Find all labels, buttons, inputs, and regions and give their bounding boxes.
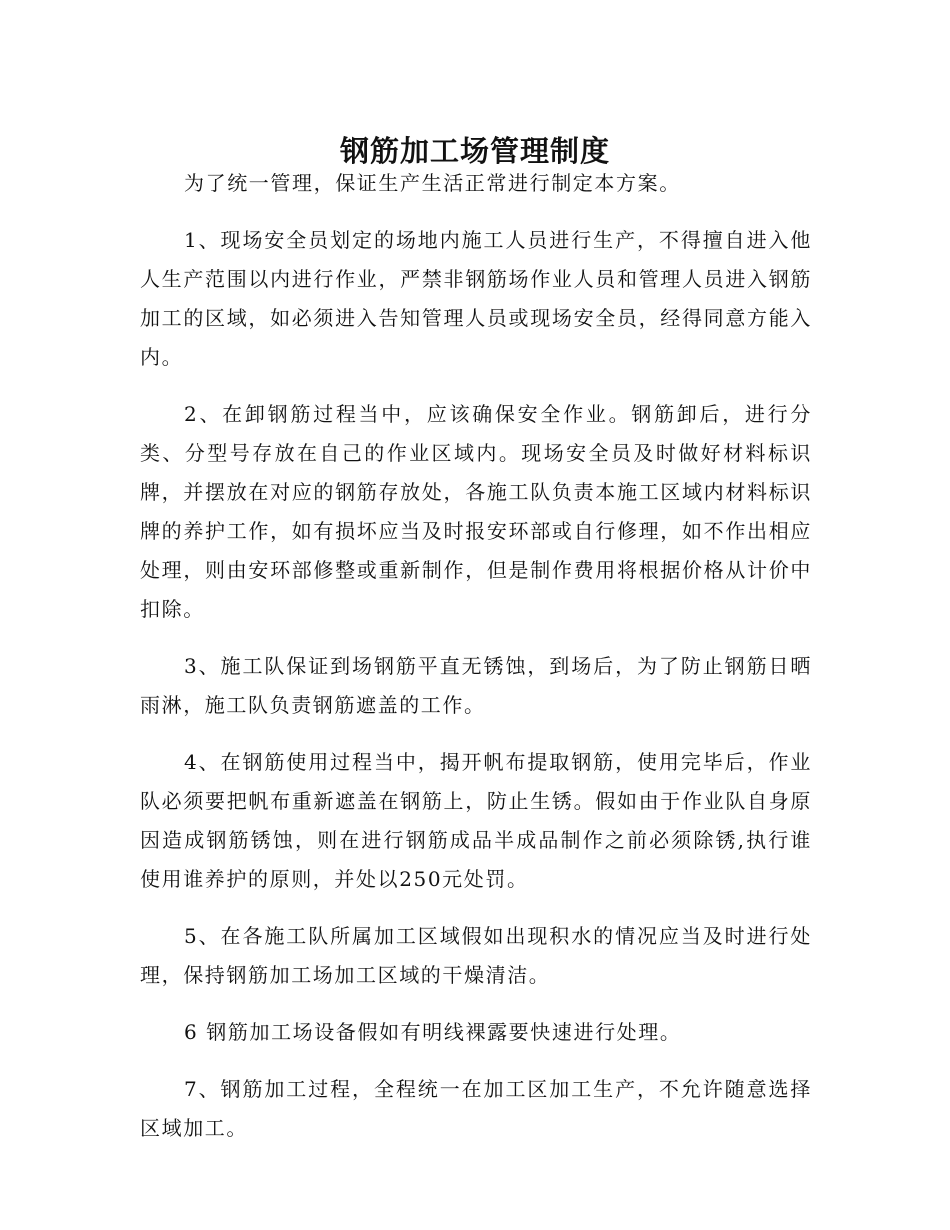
- rule-paragraph-4: 4、在钢筋使用过程当中，揭开帆布提取钢筋，使用完毕后，作业队必须要把帆布重新遮盖在钢筋上，防止生锈。假如由于作业队自身原因造成钢筋锈蚀，则在进行钢筋成品半成品制作之前必须除锈,执行谁使用谁养护的原则，并处以250元处罚。: [140, 750, 812, 891]
- document-body: [140, 164, 812, 1166]
- rule-paragraph-3: 3、施工队保证到场钢筋平直无锈蚀，到场后，为了防止钢筋日晒雨淋，施工队负责钢筋遮盖的工作。: [140, 654, 812, 717]
- rule-paragraph-7: 7、钢筋加工过程，全程统一在加工区加工生产，不允许随意选择区域加工。: [140, 1077, 812, 1140]
- rule-paragraph-1: 1、现场安全员划定的场地内施工人员进行生产，不得擅自进入他人生产范围以内进行作业，严禁非钢筋场作业人员和管理人员进入钢筋加工的区域，如必须进入告知管理人员或现场安全员，经得同意方能入内。: [140, 228, 812, 369]
- document-title: 钢筋加工场管理制度: [339, 134, 610, 169]
- rule-paragraph-5: 5、在各施工队所属加工区域假如出现积水的情况应当及时进行处理，保持钢筋加工场加工区域的干燥清洁。: [140, 924, 812, 987]
- rule-paragraph-2: 2、在卸钢筋过程当中，应该确保安全作业。钢筋卸后，进行分类、分型号存放在自己的作业区域内。现场安全员及时做好材料标识牌，并摆放在对应的钢筋存放处，各施工队负责本施工区域内材料标识牌的养护工作，如有损坏应当及时报安环部或自行修理，如不作出相应处理，则由安环部修整或重新制作，但是制作费用将根据价格从计价中扣除。: [140, 402, 812, 621]
- intro-paragraph: 为了统一管理，保证生产生活正常进行制定本方案。: [184, 171, 681, 195]
- rule-paragraph-6: 6 钢筋加工场设备假如有明线裸露要快速进行处理。: [184, 1020, 682, 1044]
